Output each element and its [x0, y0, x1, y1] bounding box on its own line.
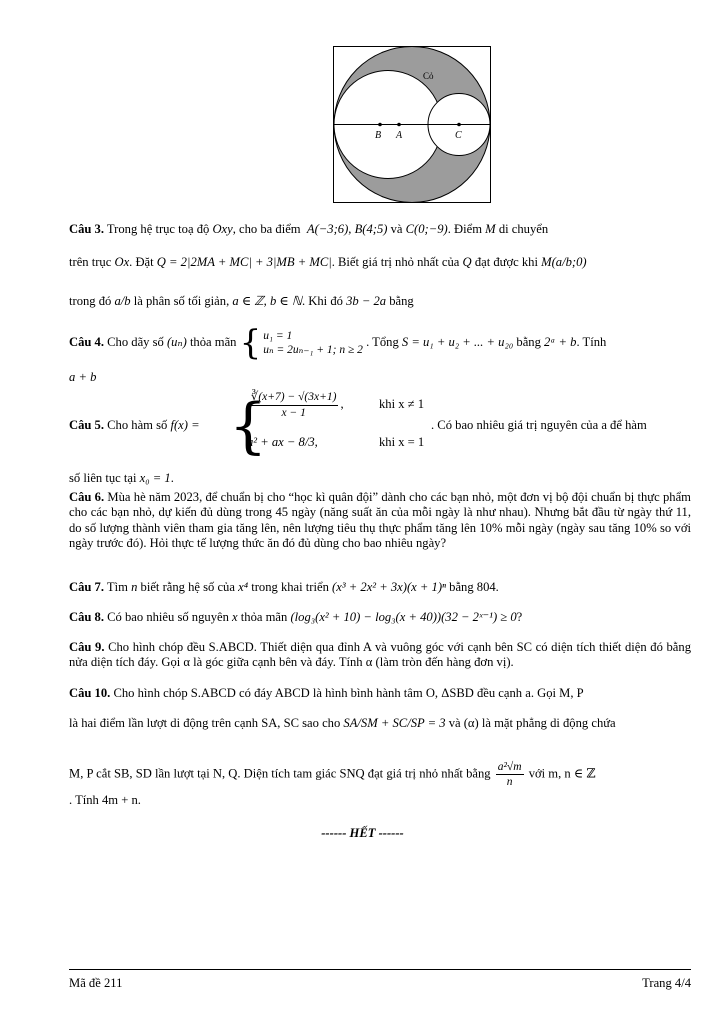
label-C: C: [455, 130, 462, 141]
question-5: Câu 5. Cho hàm số f(x) = { $\frac{∛(x+7) - √(3x+1)}{x - 1}$ , khi x ≠ 1 a² + ax − 8/3, khi x = 1 . Có bao nhiêu giá trị nguyên của a để hàm: [69, 391, 647, 461]
question-10-line3: M, P cắt SB, SD lần lượt tại N, Q. Diện tích tam giác SNQ đạt giá trị nhỏ nhất bằng $\frac{\text{a²√m}}{n}$ với m, n ∈ ℤ: [69, 761, 596, 789]
exam-code: Mã đề 211: [69, 976, 123, 990]
q10-label: Câu 10.: [69, 686, 111, 700]
point-B: [378, 123, 382, 127]
footer-divider: [69, 969, 691, 970]
q10-fraction: $\frac{\text{a²√m}}{n}$: [497, 761, 522, 789]
point-C: [457, 123, 461, 127]
question-4-line2: a + b: [69, 370, 97, 384]
question-3-line3: trong đó a/b là phân số tối giản, a ∈ ℤ, b ∈ ℕ. Khi đó 3b − 2a bằng: [69, 294, 414, 308]
question-4: Câu 4. Cho dãy số (uₙ) thỏa mãn { u₁ = 1 uₙ = 2uₙ₋₁ + 1; n ≥ 2 . Tổng S = u₁ + u₂ + ... + u₂₀ bằng 2ᵃ + b. Tính: [69, 323, 607, 363]
question-7: Câu 7. Tìm n biết rằng hệ số của x⁴ trong khai triển (x³ + 2x² + 3x)(x + 1)ⁿ bằng 804.: [69, 580, 499, 594]
grass-label: Cỏ: [423, 71, 434, 81]
q3-expression: Q = 2|2MA + MC| + 3|MB + MC|: [156, 255, 332, 269]
question-8: Câu 8. Có bao nhiêu số nguyên x thỏa mãn (log₃(x² + 10) − log₃(x + 40))(32 − 2ˣ⁻¹) ≥ 0?: [69, 610, 523, 624]
label-B: B: [375, 130, 382, 141]
question-3: Câu 3. Trong hệ trục toạ độ Oxy, cho ba điểm A(−3;6), B(4;5) và C(0;−9). Điểm M di chuyển: [69, 222, 549, 236]
q6-label: Câu 6.: [69, 490, 105, 504]
label-A: A: [396, 130, 403, 141]
question-5-line2: số liên tục tại x₀ = 1.: [69, 471, 174, 485]
page-number: Trang 4/4: [642, 976, 691, 990]
question-9: Câu 9. Cho hình chóp đều S.ABCD. Thiết diện qua đỉnh A và vuông góc với cạnh bên SC có diện tích thiết diện đó bằng nửa diện tích đáy. Gọi α là góc giữa cạnh bên và đáy. Tính α (làm tròn đến hàng đơn vị).: [69, 640, 691, 670]
question-6: Câu 6. Mùa hè năm 2023, để chuẩn bị cho “học kì quân đội” dành cho các bạn nhỏ, một đơn vị bộ đội chuẩn bị thực phẩm cho các bạn nhỏ, dự kiến đủ dùng trong 45 ngày (năng suất ăn của mỗi ngày là như nhau). Nhưng bắt đầu từ ngày thứ 11, do số lượng thành viên tham gia tăng lên, nên lượng tiêu thụ thực phẩm tăng lên 10% mỗi ngày (ngày sau tăng 10% so với ngày trước đó). Hỏi thực tế lượng thức ăn đó đủ dùng cho bao nhiêu ngày?: [69, 490, 691, 551]
q3-label: Câu 3.: [69, 222, 104, 236]
q8-label: Câu 8.: [69, 610, 104, 624]
question-10: Câu 10. Cho hình chóp S.ABCD có đáy ABCD là hình bình hành tâm O, ΔSBD đều cạnh a. Gọi M, P: [69, 686, 584, 700]
question-10-line2: là hai điểm lần lượt di động trên cạnh SA, SC sao cho SA/SM + SC/SP = 3 và (α) là mặt phẳng di động chứa: [69, 716, 616, 730]
question-10-line4: . Tính 4m + n.: [69, 793, 141, 807]
q4-label: Câu 4.: [69, 334, 104, 349]
circles-figure: [333, 46, 491, 203]
q4-system: { u₁ = 1 uₙ = 2uₙ₋₁ + 1; n ≥ 2: [239, 323, 363, 363]
q5-label: Câu 5.: [69, 418, 104, 432]
point-A: [397, 123, 401, 127]
q9-label: Câu 9.: [69, 640, 105, 654]
q7-label: Câu 7.: [69, 580, 104, 594]
end-marker: ------ HẾT ------: [321, 826, 404, 840]
question-3-line2: trên trục Ox. Đặt Q = 2|2MA + MC| + 3|MB + MC|. Biết giá trị nhỏ nhất của Q đạt được khi M(a/b;0): [69, 255, 587, 269]
